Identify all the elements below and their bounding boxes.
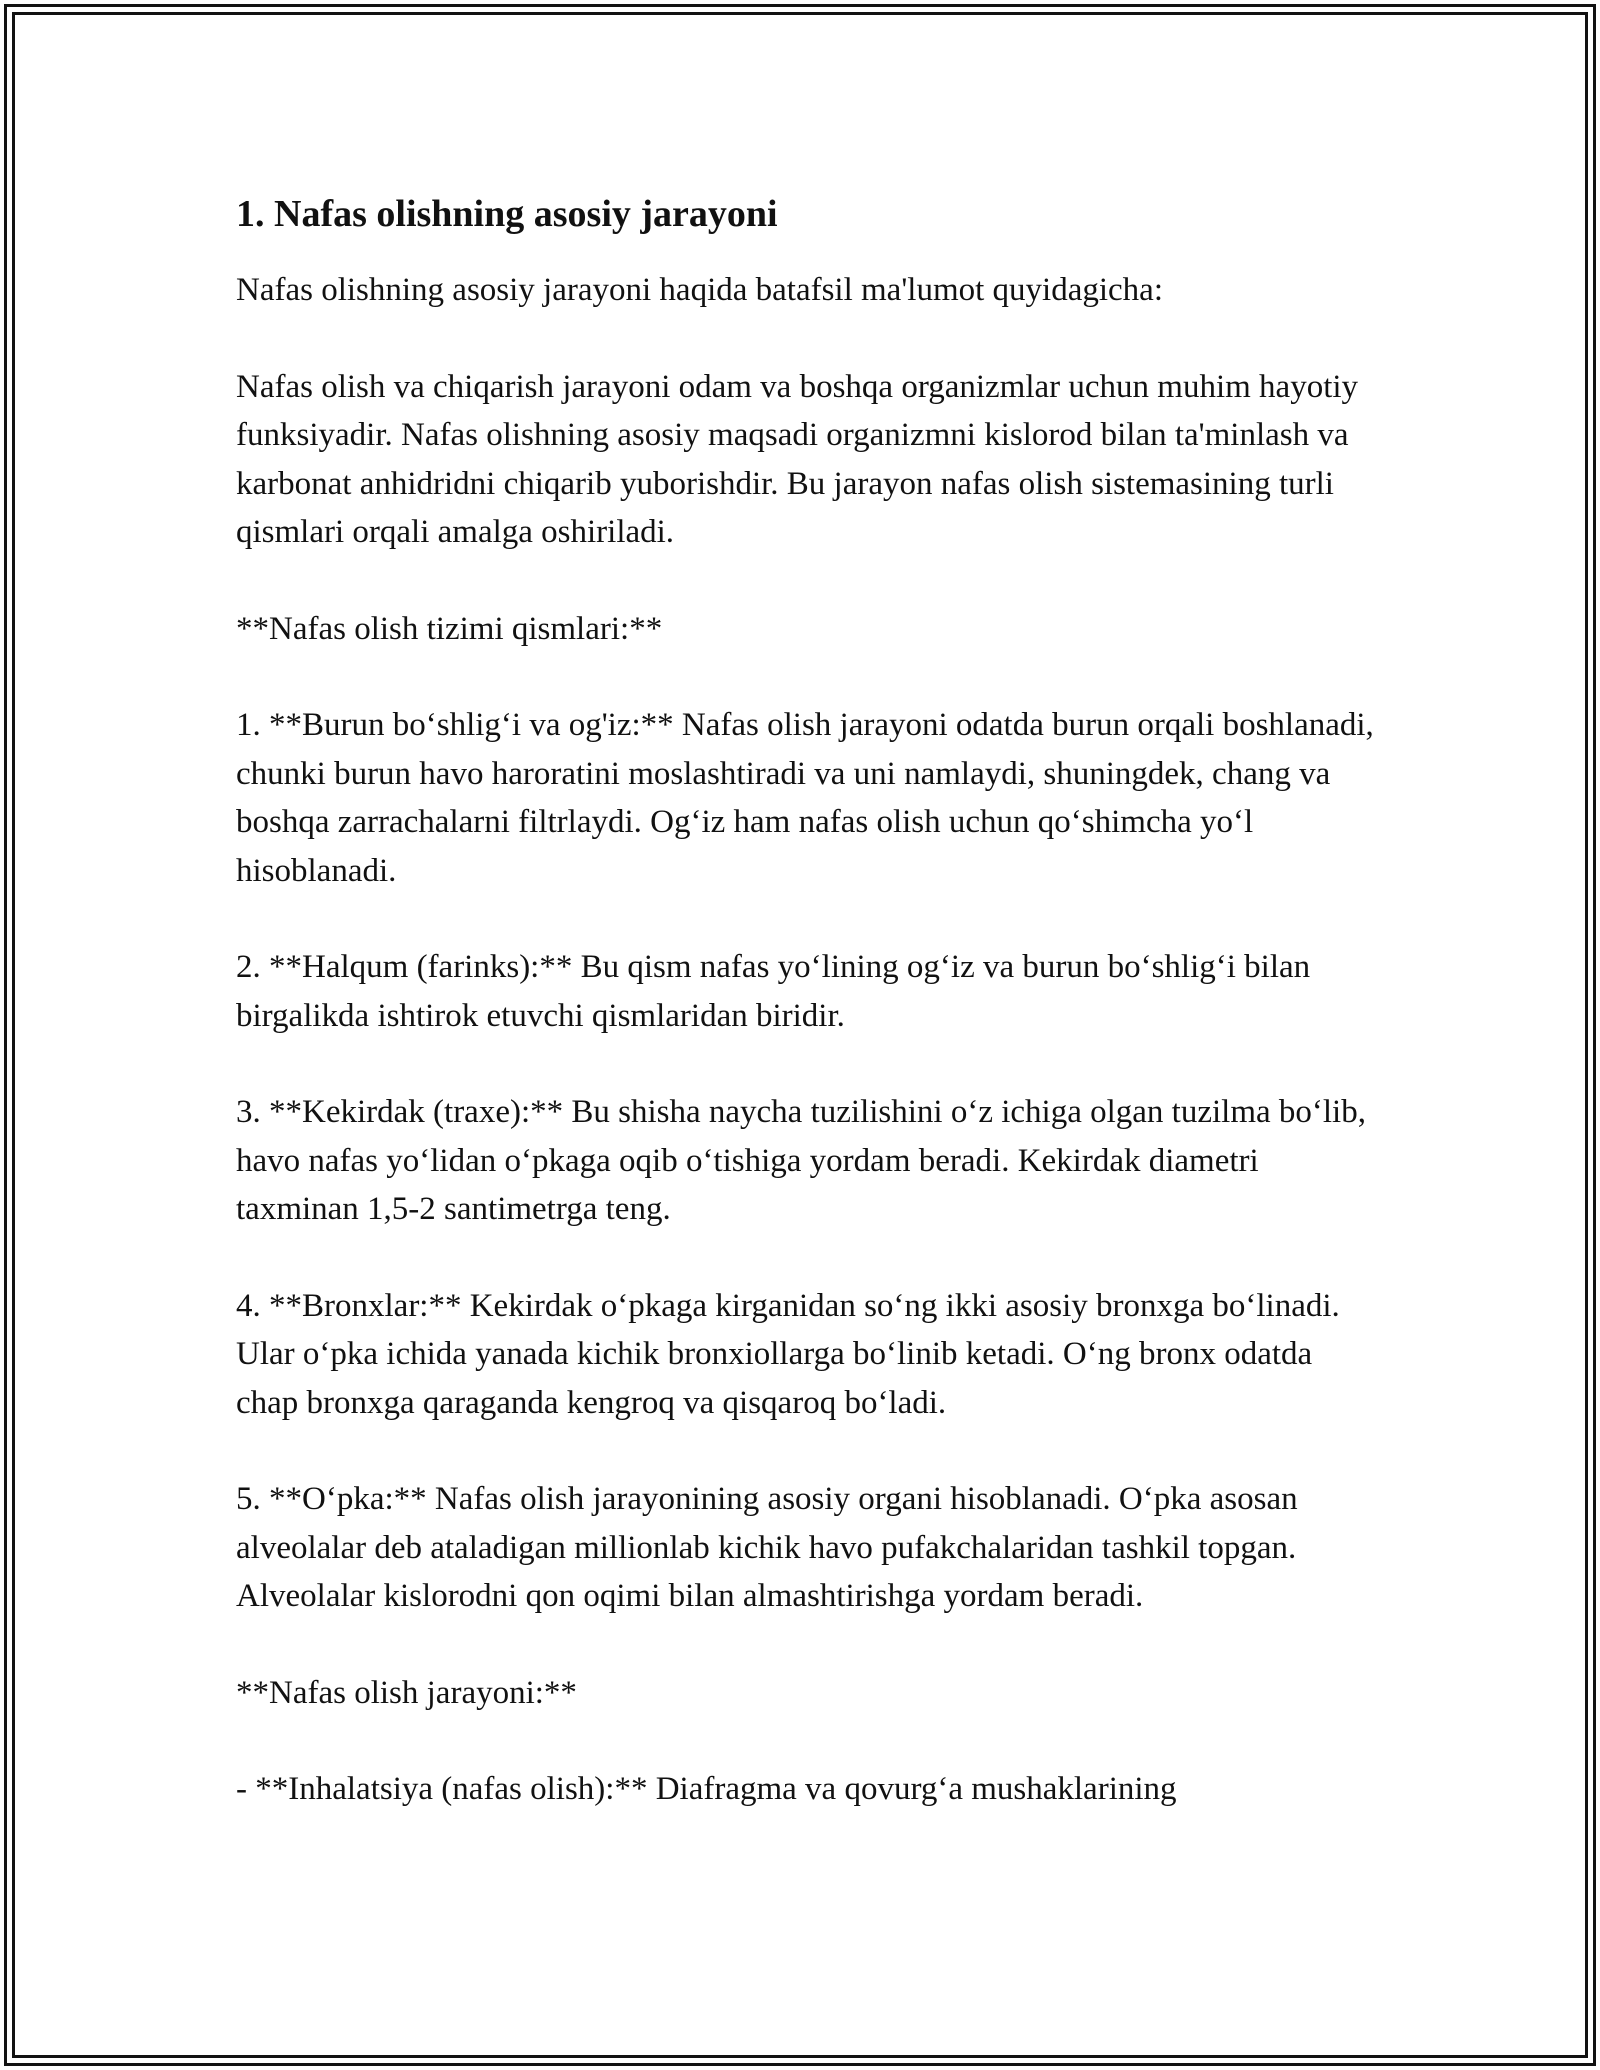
- paragraph-item-lungs: 5. **O‘pka:** Nafas olish jarayonining asosiy organi hisoblanadi. O‘pka asosan alveolalar deb ataladigan millionlab kichik havo pufakchalaridan tashkil topgan. Alveolalar kislorodni qon oqimi bilan almashtirishga yordam beradi.: [236, 1481, 1298, 1614]
- paragraph-process-heading: **Nafas olish jarayoni:**: [236, 1674, 577, 1711]
- paragraph-inhalation: - **Inhalatsiya (nafas olish):** Diafragma va qovurg‘a mushaklarining: [236, 1771, 1177, 1807]
- paragraph-item-bronchi: 4. **Bronxlar:** Kekirdak o‘pkaga kirganidan so‘ng ikki asosiy bronxga bo‘linadi. Ular o‘pka ichida yanada kichik bronxiollarga bo‘linib ketadi. O‘ng bronx odatda chap bronxga qaraganda kengroq va qisqaroq bo‘ladi.: [236, 1287, 1340, 1421]
- paragraph-item-trachea: 3. **Kekirdak (traxe):** Bu shisha naycha tuzilishini o‘z ichiga olgan tuzilma bo‘lib, havo nafas yo‘lidan o‘pkaga oqib o‘tishiga yordam beradi. Kekirdak diametri taxminan 1,5-2 santimetrga teng.: [236, 1094, 1366, 1227]
- paragraph-item-nose-mouth: 1. **Burun bo‘shlig‘i va og'iz:** Nafas olish jarayoni odatda burun orqali boshlanadi, chunki burun havo haroratini moslashtiradi va uni namlaydi, shuningdek, chang va boshqa zarrachalarni filtrlaydi. Og‘iz ham nafas olish uchun qo‘shimcha yo‘l hisoblanadi.: [236, 707, 1374, 889]
- document-body: [236, 186, 1376, 1814]
- document-title: 1. Nafas olishning asosiy jarayoni: [236, 193, 778, 235]
- paragraph-intro: Nafas olishning asosiy jarayoni haqida batafsil ma'lumot quyidagicha:: [236, 272, 1163, 308]
- paragraph-item-pharynx: 2. **Halqum (farinks):** Bu qism nafas yo‘lining og‘iz va burun bo‘shlig‘i bilan birgalikda ishtirok etuvchi qismlaridan biridir.: [236, 949, 1311, 1034]
- paragraph-system-parts-heading: **Nafas olish tizimi qismlari:**: [236, 610, 663, 647]
- paragraph-overview: Nafas olish va chiqarish jarayoni odam va boshqa organizmlar uchun muhim hayotiy funksiyadir. Nafas olishning asosiy maqsadi organizmni kislorod bilan ta'minlash va karbonat anhidridni chiqarib yuborishdir. Bu jarayon nafas olish sistemasining turli qismlari orqali amalga oshiriladi.: [236, 368, 1359, 550]
